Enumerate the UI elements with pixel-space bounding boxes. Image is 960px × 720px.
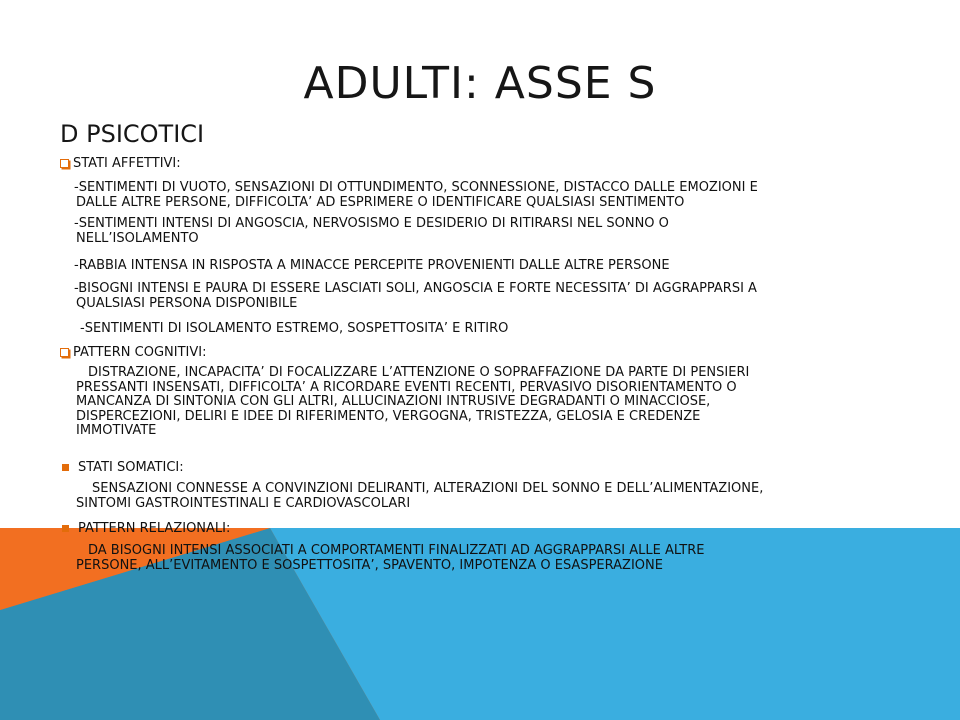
paragraph-line: MANCANZA DI SINTONIA CON GLI ALTRI, ALLUCINAZIONI INTRUSIVE DEGRADANTI O MINACCIOSE, — [76, 394, 711, 409]
paragraph — [76, 366, 749, 439]
paragraph — [76, 482, 763, 511]
section-heading-label: PATTERN COGNITIVI: — [73, 345, 207, 360]
section-heading-label: STATI SOMATICI: — [78, 460, 184, 475]
paragraph-line: DA BISOGNI INTENSI ASSOCIATI A COMPORTAMENTI FINALIZZATI AD AGGRAPPARSI ALLE ALTRE — [88, 543, 705, 558]
paragraph-line: PERSONE, ALL’EVITAMENTO E SOSPETTOSITA’, SPAVENTO, IMPOTENZA O ESASPERAZIONE — [76, 557, 663, 573]
paragraph-line: NELL’ISOLAMENTO — [76, 230, 199, 246]
paragraph-line: SINTOMI GASTROINTESTINALI E CARDIOVASCOLARI — [76, 495, 411, 511]
section-heading-pattern-relazionali — [60, 521, 230, 536]
paragraph-line: IMMOTIVATE — [76, 423, 157, 438]
paragraph-line: QUALSIASI PERSONA DISPONIBILE — [76, 295, 298, 311]
paragraph — [74, 217, 669, 246]
checkbox-bullet-icon — [60, 348, 69, 357]
square-bullet-icon — [62, 525, 69, 532]
paragraph-line: -SENTIMENTI DI VUOTO, SENSAZIONI DI OTTUNDIMENTO, SCONNESSIONE, DISTACCO DALLE EMOZIONI E — [74, 180, 758, 195]
paragraph — [74, 259, 670, 274]
paragraph-line: -RABBIA INTENSA IN RISPOSTA A MINACCE PERCEPITE PROVENIENTI DALLE ALTRE PERSONE — [74, 258, 670, 273]
paragraph — [74, 282, 757, 311]
paragraph — [74, 181, 758, 210]
section-heading-stati-somatici — [60, 460, 184, 475]
section-heading-stati-affettivi — [60, 156, 181, 171]
square-bullet-icon — [62, 464, 69, 471]
paragraph-line: -SENTIMENTI DI ISOLAMENTO ESTREMO, SOSPETTOSITA’ E RITIRO — [80, 321, 509, 336]
paragraph-line: DALLE ALTRE PERSONE, DIFFICOLTA’ AD ESPRIMERE O IDENTIFICARE QUALSIASI SENTIMENTO — [76, 194, 685, 210]
paragraph-line: DISTRAZIONE, INCAPACITA’ DI FOCALIZZARE L’ATTENZIONE O SOPRAFFAZIONE DA PARTE DI PENSIERI — [88, 365, 750, 380]
section-heading-label: STATI AFFETTIVI: — [73, 156, 181, 171]
slide-title: ADULTI: ASSE S — [303, 58, 657, 109]
slide-subtitle: D PSICOTICI — [60, 120, 205, 148]
paragraph-line: SENSAZIONI CONNESSE A CONVINZIONI DELIRANTI, ALTERAZIONI DEL SONNO E DELL’ALIMENTAZIONE, — [92, 481, 764, 496]
section-heading-label: PATTERN RELAZIONALI: — [78, 521, 231, 536]
checkbox-bullet-icon — [60, 159, 69, 168]
section-heading-pattern-cognitivi — [60, 345, 206, 360]
paragraph-line: PRESSANTI INSENSATI, DIFFICOLTA’ A RICORDARE EVENTI RECENTI, PERVASIVO DISORIENTAMENTO O — [76, 379, 737, 395]
paragraph-line: -BISOGNI INTENSI E PAURA DI ESSERE LASCIATI SOLI, ANGOSCIA E FORTE NECESSITA’ DI AGGRAPPARSI A — [74, 281, 757, 296]
paragraph — [80, 322, 508, 337]
paragraph — [76, 544, 705, 573]
paragraph-line: -SENTIMENTI INTENSI DI ANGOSCIA, NERVOSISMO E DESIDERIO DI RITIRARSI NEL SONNO O — [74, 216, 669, 231]
paragraph-line: DISPERCEZIONI, DELIRI E IDEE DI RIFERIMENTO, VERGOGNA, TRISTEZZA, GELOSIA E CREDENZE — [76, 408, 701, 424]
